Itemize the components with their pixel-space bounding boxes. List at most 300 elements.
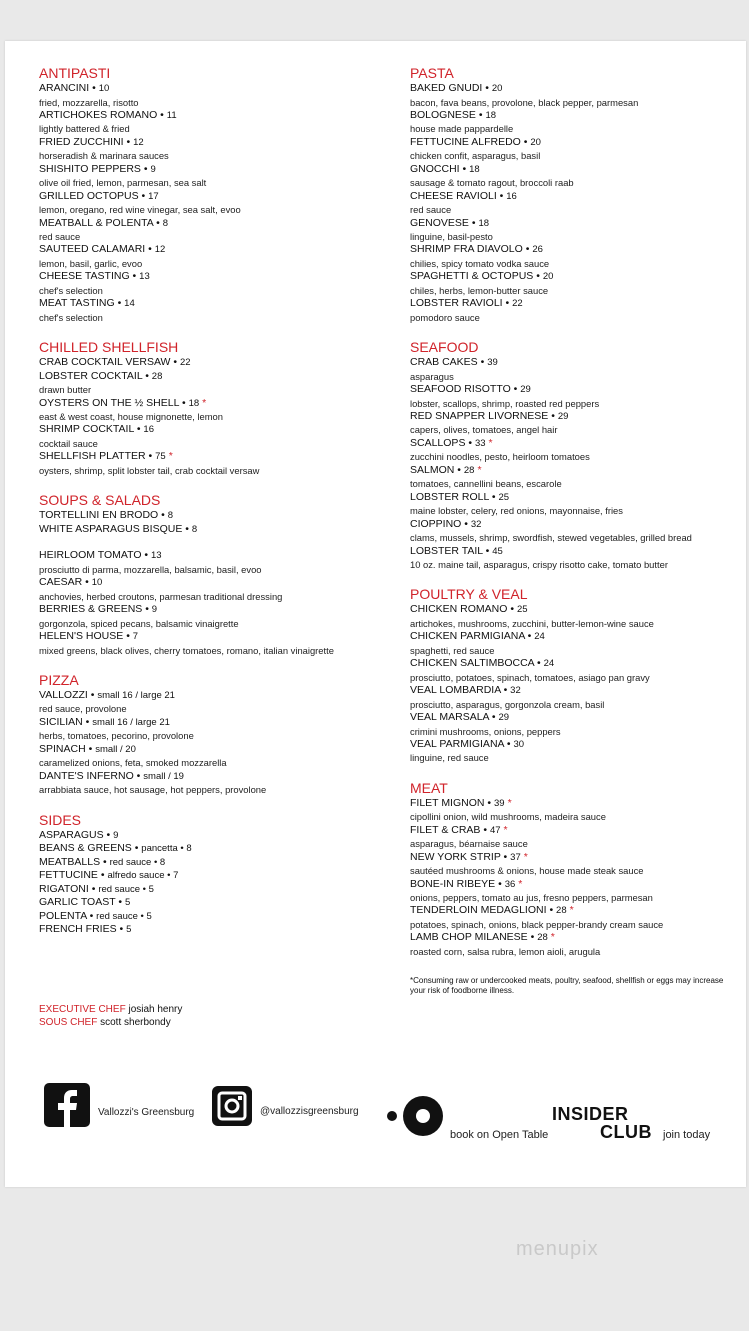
item-price: 25 bbox=[516, 604, 528, 616]
menu-item bbox=[39, 523, 384, 537]
menu-item bbox=[39, 689, 384, 703]
item-price: 9 bbox=[150, 163, 156, 175]
menu-item bbox=[39, 109, 384, 123]
item-name: BAKED GNUDI bbox=[410, 82, 483, 94]
item-name: SALMON bbox=[410, 463, 455, 476]
item-price: small 16 / large 21 bbox=[92, 716, 170, 728]
bullet-separator: • bbox=[170, 356, 180, 369]
item-price: 25 bbox=[498, 491, 510, 503]
item-price: 12 bbox=[133, 136, 144, 148]
facebook-text: Vallozzi's Greensburg bbox=[98, 1106, 195, 1118]
item-name: TENDERLOIN MEDAGLIONI bbox=[410, 904, 547, 917]
bullet-separator: • bbox=[461, 517, 471, 530]
insider-club-logo[interactable] bbox=[552, 1105, 652, 1141]
bullet-separator: • bbox=[500, 850, 511, 863]
item-price: 20 bbox=[530, 136, 541, 148]
bullet-separator: • bbox=[454, 463, 464, 476]
menu-item bbox=[410, 243, 735, 257]
item-name: GENOVESE bbox=[410, 216, 469, 229]
item-name: CRAB CAKES bbox=[410, 356, 478, 369]
item-description: asparagus bbox=[410, 370, 454, 382]
item-price: 22 bbox=[179, 357, 191, 369]
bullet-separator: • bbox=[100, 855, 110, 868]
menu-item bbox=[39, 190, 384, 204]
item-price: 18 bbox=[478, 217, 490, 229]
item-name: WHITE ASPARAGUS BISQUE bbox=[39, 522, 183, 535]
item-price: 12 bbox=[154, 244, 166, 256]
menu-right-column bbox=[410, 64, 735, 972]
insider-line1: INSIDER bbox=[552, 1104, 629, 1124]
item-description: gorgonzola, spiced pecans, balsamic vinaigrette bbox=[39, 617, 239, 629]
item-description: lemon, basil, garlic, evoo bbox=[39, 257, 143, 269]
chef-credits bbox=[39, 1003, 182, 1029]
item-description: chilies, spicy tomato vodka sauce bbox=[410, 257, 550, 269]
item-price: 18 bbox=[469, 163, 480, 175]
item-price: 47 bbox=[489, 824, 501, 836]
bullet-separator: • bbox=[123, 135, 134, 148]
item-name: POLENTA bbox=[39, 909, 87, 922]
spacer bbox=[39, 536, 384, 549]
item-price: 29 bbox=[520, 384, 531, 396]
menu-item bbox=[39, 509, 384, 523]
item-name: BOLOGNESE bbox=[410, 108, 476, 121]
bullet-separator: • bbox=[480, 823, 490, 836]
item-name: HEIRLOOM TOMATO bbox=[39, 549, 142, 562]
menu-item bbox=[410, 738, 735, 752]
item-description: clams, mussels, shrimp, swordfish, stewed vegetables, grilled bread bbox=[410, 532, 692, 544]
item-price: 36 bbox=[504, 878, 516, 890]
item-price: red sauce • 5 bbox=[96, 910, 152, 922]
item-price: 9 bbox=[151, 604, 158, 616]
item-description: zucchini noodles, pesto, heirloom tomatoes bbox=[410, 451, 590, 463]
item-name: FILET MIGNON bbox=[410, 796, 485, 809]
item-name: FETTUCINE ALFREDO bbox=[410, 135, 521, 148]
item-price: 10 bbox=[91, 577, 103, 589]
item-price: 8 bbox=[191, 523, 198, 535]
menu-item bbox=[39, 370, 384, 384]
menu-item bbox=[39, 356, 384, 370]
item-name: SHELLFISH PLATTER bbox=[39, 450, 146, 463]
item-price: 14 bbox=[124, 298, 135, 310]
item-description: arrabbiata sauce, hot sausage, hot peppers, provolone bbox=[39, 784, 267, 796]
item-description: red sauce bbox=[410, 204, 452, 216]
item-description: onions, peppers, tomato au jus, fresno peppers, parmesan bbox=[410, 892, 653, 904]
menu-item bbox=[410, 109, 735, 123]
item-name: ASPARAGUS bbox=[39, 828, 104, 841]
item-price: 37 bbox=[510, 851, 521, 863]
menu-item bbox=[39, 82, 384, 96]
item-price: 8 bbox=[167, 510, 174, 522]
bullet-separator: • bbox=[153, 216, 163, 229]
item-name: DANTE'S INFERNO bbox=[39, 769, 134, 782]
opentable-link[interactable] bbox=[387, 1096, 443, 1136]
item-name: CRAB COCKTAIL VERSAW bbox=[39, 356, 171, 369]
item-name: SPINACH bbox=[39, 742, 86, 755]
item-name: BEANS & GREENS bbox=[39, 842, 132, 855]
item-price: 39 bbox=[494, 797, 505, 809]
facebook-link[interactable] bbox=[44, 1083, 194, 1127]
section-sides bbox=[39, 811, 384, 937]
bullet-separator: • bbox=[488, 711, 499, 724]
item-price: 8 bbox=[162, 217, 168, 229]
bullet-separator: • bbox=[97, 869, 108, 882]
item-price: 29 bbox=[557, 410, 569, 422]
section-seafood bbox=[410, 338, 735, 571]
bullet-separator: • bbox=[496, 189, 507, 202]
raw-warning-asterisk: * bbox=[507, 796, 512, 809]
item-price: 13 bbox=[139, 271, 150, 283]
section-antipasti bbox=[39, 64, 384, 324]
menu-item bbox=[39, 829, 384, 843]
item-price: 39 bbox=[487, 357, 498, 369]
raw-warning-asterisk: * bbox=[550, 931, 555, 944]
item-description: spaghetti, red sauce bbox=[410, 644, 495, 656]
item-price: 32 bbox=[510, 685, 521, 697]
bullet-separator: • bbox=[115, 896, 125, 909]
bullet-separator: • bbox=[527, 931, 538, 944]
item-name: NEW YORK STRIP bbox=[410, 850, 501, 863]
item-description: horseradish & marinara sauces bbox=[39, 150, 169, 162]
menu-item bbox=[39, 270, 384, 284]
insider-line2: CLUB bbox=[600, 1122, 652, 1142]
bullet-separator: • bbox=[131, 842, 142, 855]
section-title: SIDES bbox=[39, 811, 82, 828]
menu-item bbox=[410, 797, 735, 811]
item-name: ARTICHOKES ROMANO bbox=[39, 108, 158, 121]
bullet-separator: • bbox=[141, 549, 152, 562]
menu-item bbox=[39, 163, 384, 177]
item-name: MEATBALL & POLENTA bbox=[39, 216, 154, 229]
item-price: 16 bbox=[506, 190, 517, 202]
watermark: menupix bbox=[516, 1238, 599, 1260]
item-price: 28 bbox=[151, 370, 163, 382]
item-name: MEAT TASTING bbox=[39, 297, 115, 310]
section-pasta bbox=[410, 64, 735, 324]
bullet-separator: • bbox=[145, 243, 155, 256]
menu-item bbox=[39, 896, 384, 910]
menu-item bbox=[39, 243, 384, 257]
item-name: CAESAR bbox=[39, 576, 83, 589]
insider-text: join today bbox=[663, 1129, 711, 1141]
item-name: LOBSTER RAVIOLI bbox=[410, 297, 503, 310]
item-name: OYSTERS ON THE ½ SHELL bbox=[39, 396, 180, 409]
item-description: linguine, red sauce bbox=[410, 752, 489, 764]
bullet-separator: • bbox=[103, 828, 114, 841]
bullet-separator: • bbox=[89, 82, 99, 94]
item-price: 11 bbox=[166, 109, 177, 121]
item-price: alfredo sauce • 7 bbox=[107, 870, 179, 882]
item-description: lobster, scallops, shrimp, roasted red peppers bbox=[410, 397, 600, 409]
opentable-dot-icon bbox=[387, 1111, 397, 1121]
raw-warning-asterisk: * bbox=[569, 904, 574, 917]
menu-item bbox=[39, 910, 384, 924]
raw-warning-asterisk: * bbox=[488, 436, 493, 449]
instagram-text: @vallozzisgreensburg bbox=[260, 1105, 359, 1117]
item-price: 30 bbox=[513, 738, 525, 750]
facebook-icon bbox=[44, 1083, 90, 1127]
menu-item bbox=[39, 743, 384, 757]
item-name: SPAGHETTI & OCTOPUS bbox=[410, 270, 534, 283]
section-title: CHILLED SHELLFISH bbox=[39, 339, 179, 356]
menu-item bbox=[410, 878, 735, 892]
menu-item bbox=[410, 136, 735, 150]
item-name: VALLOZZI bbox=[39, 688, 88, 701]
menu-item bbox=[410, 410, 735, 424]
menu-item bbox=[39, 397, 384, 411]
item-price: small / 20 bbox=[95, 743, 136, 755]
item-description: linguine, basil-pesto bbox=[410, 231, 493, 243]
item-description: lightly battered & fried bbox=[39, 123, 130, 135]
item-name: ARANCINI bbox=[39, 82, 90, 94]
item-name: SCALLOPS bbox=[410, 436, 466, 449]
item-name: CHEESE TASTING bbox=[39, 270, 130, 283]
item-price: 20 bbox=[491, 83, 503, 94]
item-price: 7 bbox=[132, 631, 139, 642]
sous-chef-name: scott sherbondy bbox=[100, 1017, 171, 1028]
menu-item bbox=[410, 851, 735, 865]
item-description: olive oil fried, lemon, parmesan, sea salt bbox=[39, 177, 207, 189]
item-description: artichokes, mushrooms, zucchini, butter-lemon-wine sauce bbox=[410, 617, 654, 629]
item-description: chicken confit, asparagus, basil bbox=[410, 150, 541, 162]
bullet-separator: • bbox=[502, 297, 513, 310]
menu-item bbox=[410, 190, 735, 204]
menu-item bbox=[39, 842, 384, 856]
item-price: 24 bbox=[543, 658, 555, 670]
raw-warning-asterisk: * bbox=[168, 450, 173, 463]
item-description: sautéed mushrooms & onions, house made steak sauce bbox=[410, 865, 644, 877]
section-soups-salads bbox=[39, 491, 384, 657]
menu-item bbox=[410, 383, 735, 397]
section-poultry-veal bbox=[410, 585, 735, 764]
item-name: SEAFOOD RISOTTO bbox=[410, 383, 511, 396]
bullet-separator: • bbox=[522, 243, 533, 256]
item-name: RIGATONI bbox=[39, 882, 89, 895]
item-price: 22 bbox=[512, 298, 523, 310]
item-description: oysters, shrimp, split lobster tail, crab cocktail versaw bbox=[39, 464, 260, 476]
item-price: 5 bbox=[126, 924, 132, 936]
item-name: LAMB CHOP MILANESE bbox=[410, 931, 528, 944]
item-name: GNOCCHI bbox=[410, 162, 460, 175]
raw-warning-asterisk: * bbox=[503, 823, 508, 836]
item-name: FETTUCINE bbox=[39, 869, 98, 882]
item-name: MEATBALLS bbox=[39, 855, 101, 868]
item-name: TORTELLINI EN BRODO bbox=[39, 509, 159, 522]
menu-item bbox=[39, 883, 384, 897]
item-price: 18 bbox=[188, 397, 200, 409]
menu-item bbox=[410, 163, 735, 177]
item-description: red sauce bbox=[39, 231, 81, 243]
item-description: herbs, tomatoes, pecorino, provolone bbox=[39, 730, 194, 742]
opentable-text: book on Open Table bbox=[450, 1129, 549, 1141]
menu-item bbox=[39, 603, 384, 617]
item-price: 33 bbox=[474, 437, 486, 449]
item-description: cocktail sauce bbox=[39, 437, 98, 449]
item-description: roasted corn, salsa rubra, lemon aioli, arugula bbox=[410, 945, 601, 957]
item-price: 24 bbox=[534, 631, 545, 643]
item-name: LOBSTER COCKTAIL bbox=[39, 369, 143, 382]
bullet-separator: • bbox=[85, 742, 96, 755]
bullet-separator: • bbox=[133, 769, 144, 782]
item-name: SHISHITO PEPPERS bbox=[39, 162, 141, 175]
raw-warning-asterisk: * bbox=[477, 463, 482, 476]
item-price: 28 bbox=[463, 464, 475, 476]
menu-item bbox=[410, 824, 735, 838]
bullet-separator: • bbox=[484, 796, 494, 809]
menu-item bbox=[410, 437, 735, 451]
menu-item bbox=[410, 603, 735, 617]
item-description: chef's selection bbox=[39, 284, 103, 296]
item-name: HELEN'S HOUSE bbox=[39, 630, 124, 642]
item-description: house made pappardelle bbox=[410, 123, 514, 135]
item-price: 5 bbox=[124, 897, 131, 909]
menu-item bbox=[39, 716, 384, 730]
menu-item bbox=[39, 549, 384, 563]
menu-item bbox=[39, 136, 384, 150]
raw-warning-asterisk: * bbox=[518, 877, 523, 890]
item-description: capers, olives, tomatoes, angel hair bbox=[410, 424, 558, 436]
item-description: caramelized onions, feta, smoked mozzarella bbox=[39, 757, 227, 769]
item-description: pomodoro sauce bbox=[410, 311, 480, 323]
bullet-separator: • bbox=[477, 356, 488, 369]
bullet-separator: • bbox=[88, 882, 99, 895]
bullet-separator: • bbox=[488, 490, 499, 503]
item-name: BONE-IN RIBEYE bbox=[410, 877, 496, 890]
item-price: 10 bbox=[98, 83, 110, 94]
menu-item bbox=[39, 630, 384, 644]
item-description: sausage & tomato ragout, broccoli raab bbox=[410, 177, 574, 189]
item-price: small / 19 bbox=[143, 770, 184, 782]
bullet-separator: • bbox=[475, 108, 486, 121]
item-description: lemon, oregano, red wine vinegar, sea salt, evoo bbox=[39, 204, 241, 216]
bullet-separator: • bbox=[459, 162, 470, 175]
item-name: VEAL LOMBARDIA bbox=[410, 684, 501, 697]
item-price: red sauce • 5 bbox=[98, 883, 154, 895]
menu-item bbox=[39, 770, 384, 784]
bullet-separator: • bbox=[524, 630, 535, 643]
item-description: asparagus, béarnaise sauce bbox=[410, 838, 528, 850]
item-price: 32 bbox=[470, 518, 482, 530]
bullet-separator: • bbox=[510, 383, 521, 396]
bullet-separator: • bbox=[86, 909, 97, 922]
item-name: LOBSTER TAIL bbox=[410, 544, 483, 557]
item-price: 16 bbox=[143, 424, 154, 436]
menu-left-column bbox=[39, 64, 384, 951]
bullet-separator: • bbox=[114, 297, 125, 310]
menu-item bbox=[410, 711, 735, 725]
menu-item bbox=[39, 869, 384, 883]
item-price: 29 bbox=[498, 712, 510, 724]
menu-item bbox=[39, 423, 384, 437]
bullet-separator: • bbox=[507, 603, 517, 616]
bullet-separator: • bbox=[495, 877, 505, 890]
bullet-separator: • bbox=[482, 82, 492, 94]
item-description: mixed greens, black olives, cherry tomatoes, romano, italian vinaigrette bbox=[39, 644, 334, 656]
item-name: SAUTEED CALAMARI bbox=[39, 243, 146, 256]
raw-warning-asterisk: * bbox=[202, 396, 207, 409]
item-description: prosciutto, asparagus, gorgonzola cream, basil bbox=[410, 698, 605, 710]
item-description: potatoes, spinach, onions, black pepper-brandy cream sauce bbox=[410, 918, 664, 930]
disclaimer: *Consuming raw or undercooked meats, poultry, seafood, shellfish or eggs may increase your risk of foodborne illness. bbox=[410, 976, 724, 995]
bullet-separator: • bbox=[142, 369, 152, 382]
item-price: 28 bbox=[537, 932, 548, 944]
section-title: SEAFOOD bbox=[410, 339, 479, 356]
item-name: CHICKEN PARMIGIANA bbox=[410, 630, 525, 643]
menu-item bbox=[39, 576, 384, 590]
menu-item bbox=[410, 518, 735, 532]
bullet-separator: • bbox=[534, 657, 544, 670]
item-price: small 16 / large 21 bbox=[97, 689, 175, 701]
item-name: LOBSTER ROLL bbox=[410, 490, 489, 503]
bullet-separator: • bbox=[182, 522, 192, 535]
item-description: crimini mushrooms, onions, peppers bbox=[410, 725, 561, 737]
bullet-separator: • bbox=[179, 396, 189, 409]
section-title: POULTRY & VEAL bbox=[410, 586, 528, 603]
menu-item bbox=[410, 630, 735, 644]
instagram-icon bbox=[212, 1086, 252, 1126]
item-price: 26 bbox=[532, 244, 543, 256]
item-price: 9 bbox=[113, 829, 119, 841]
section-meat bbox=[410, 779, 735, 958]
section-title: MEAT bbox=[410, 779, 448, 796]
item-description: prosciutto di parma, mozzarella, balsamic, basil, evoo bbox=[39, 563, 262, 575]
sous-chef-label: SOUS CHEF bbox=[39, 1017, 98, 1028]
section-title: PIZZA bbox=[39, 671, 79, 688]
item-name: VEAL PARMIGIANA bbox=[410, 737, 504, 750]
item-description: tomatoes, cannellini beans, escarole bbox=[410, 478, 562, 490]
item-price: 45 bbox=[492, 545, 503, 557]
bullet-separator: • bbox=[140, 162, 151, 175]
item-description: red sauce, provolone bbox=[39, 703, 127, 715]
executive-chef-label: EXECUTIVE CHEF bbox=[39, 1004, 126, 1015]
bullet-separator: • bbox=[145, 450, 156, 463]
instagram-link[interactable] bbox=[212, 1086, 359, 1126]
bullet-separator: • bbox=[158, 509, 168, 522]
bullet-separator: • bbox=[482, 544, 493, 557]
item-description: prosciutto, potatoes, spinach, tomatoes, asiago pan gravy bbox=[410, 671, 650, 683]
item-price: 75 bbox=[155, 451, 166, 463]
menu-item bbox=[410, 464, 735, 478]
item-description: cipollini onion, wild mushrooms, madeira sauce bbox=[410, 811, 606, 823]
section-pizza bbox=[39, 671, 384, 797]
bullet-separator: • bbox=[465, 436, 475, 449]
item-name: SHRIMP FRA DIAVOLO bbox=[410, 243, 523, 256]
item-name: CHICKEN ROMANO bbox=[410, 603, 508, 616]
item-description: drawn butter bbox=[39, 384, 92, 396]
item-name: CHICKEN SALTIMBOCCA bbox=[410, 657, 535, 670]
item-price: 13 bbox=[151, 550, 162, 562]
raw-warning-asterisk: * bbox=[523, 850, 528, 863]
bullet-separator: • bbox=[82, 715, 93, 728]
item-description: maine lobster, celery, red onions, mayonnaise, fries bbox=[410, 505, 623, 517]
item-name: BERRIES & GREENS bbox=[39, 603, 143, 616]
item-price: 18 bbox=[485, 109, 497, 121]
item-price: 28 bbox=[556, 905, 567, 917]
bullet-separator: • bbox=[500, 684, 511, 697]
bullet-separator: • bbox=[138, 189, 149, 202]
section-chilled-shellfish bbox=[39, 338, 384, 477]
bullet-separator: • bbox=[142, 603, 152, 616]
menu-item bbox=[410, 684, 735, 698]
bullet-separator: • bbox=[157, 108, 167, 121]
item-description: 10 oz. maine tail, asparagus, crispy risotto cake, tomato butter bbox=[410, 559, 668, 570]
item-name: SHRIMP COCKTAIL bbox=[39, 423, 134, 436]
menu-item bbox=[410, 270, 735, 284]
section-title: ANTIPASTI bbox=[39, 65, 111, 81]
bullet-separator: • bbox=[116, 923, 127, 936]
menu-item bbox=[410, 82, 735, 96]
item-description: chiles, herbs, lemon-butter sauce bbox=[410, 284, 549, 296]
item-description: east & west coast, house mignonette, lemon bbox=[39, 411, 223, 423]
